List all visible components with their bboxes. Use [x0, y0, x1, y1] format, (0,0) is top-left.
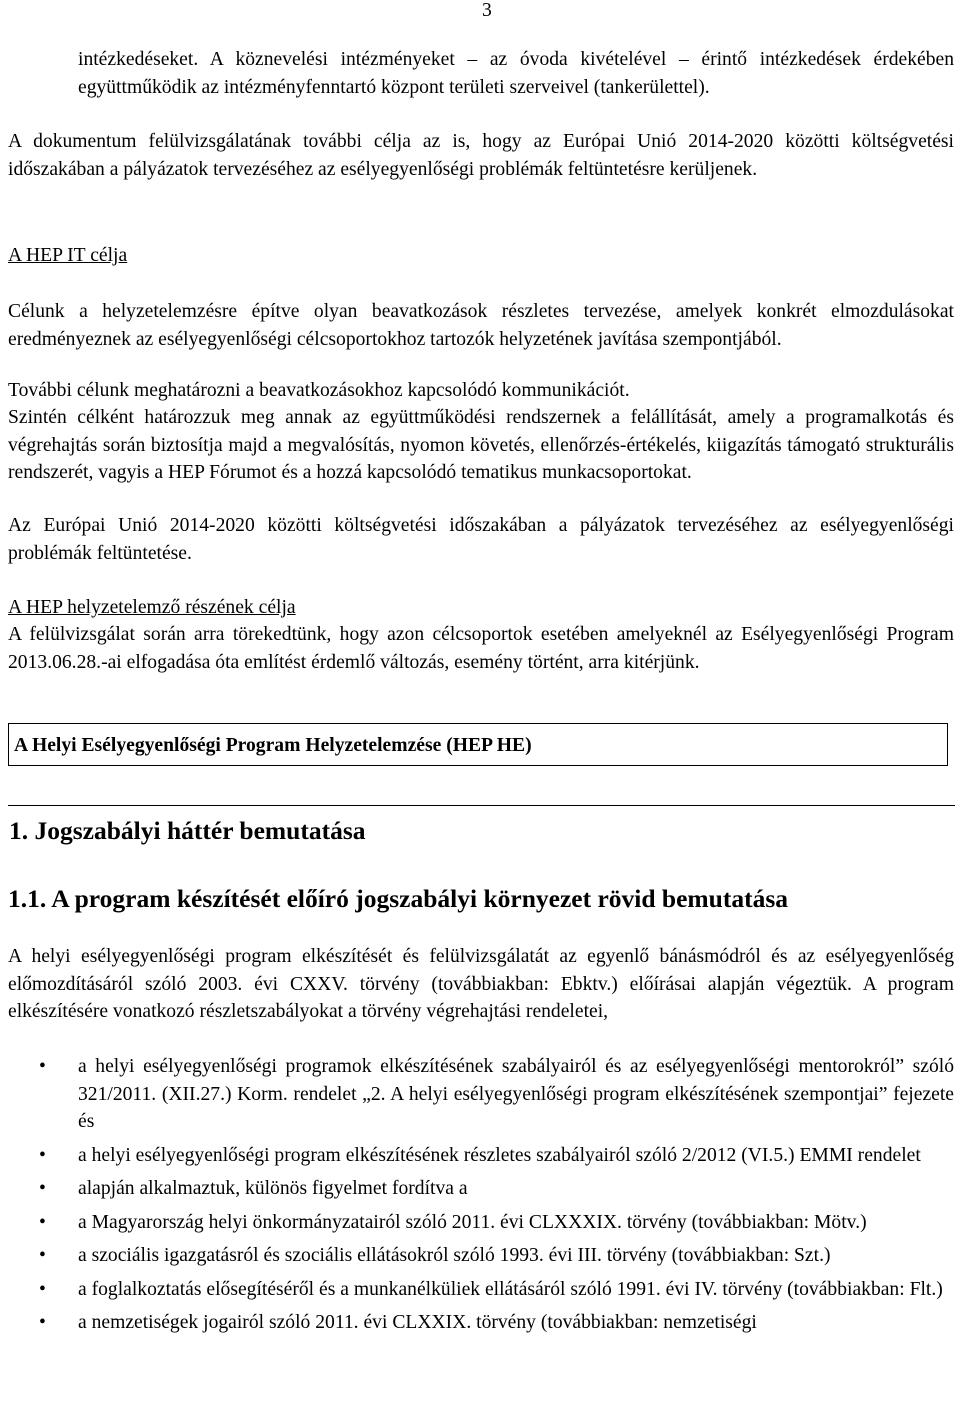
list-item-text: a nemzetiségek jogairól szóló 2011. évi CLXXIX. törvény (továbbiakban: nemzetiségi: [78, 1312, 757, 1333]
list-item-text: a helyi esélyegyenlőségi programok elkészítésének szabályairól és az esélyegyenlőségi mentorokról” szóló 321/2011. (XII.27.) Korm. rendelet „2. A helyi esélyegyenlőségi program elkészítésének szempontjai” fejezete és: [78, 1056, 954, 1132]
intro-paragraph: intézkedéseket. A köznevelési intézményeket – az óvoda kivételével – érintő intézkedések érdekében együttműködik az intézményfenntartó központ területi szerveivel (tankerülettel).: [78, 49, 954, 98]
subsection-heading: 1.1. A program készítését előíró jogszabályi környezet rövid bemutatása: [8, 884, 789, 913]
hep-he-heading: A Helyi Esélyegyenlőségi Program Helyzetelemzése (HEP HE): [8, 723, 948, 766]
list-item: [8, 1309, 954, 1337]
list-item: [8, 1142, 954, 1170]
hep-it-paragraph: Célunk a helyzetelemzésre építve olyan beavatkozások részletes tervezése, amelyek konkrét elmozdulásokat eredményeznek az esélyegyenlőségi célcsoportokhoz tartozók helyzetének javítása szempontjából.: [8, 301, 954, 350]
list-item-text: a szociális igazgatásról és szociális ellátásokról szóló 1993. évi III. törvény (továbbiakban: Szt.): [78, 1245, 831, 1266]
list-item: [8, 1209, 954, 1237]
list-item-text: a Magyarország helyi önkormányzatairól szóló 2011. évi CLXXXIX. törvény (továbbiakban: Mötv.): [78, 1211, 867, 1233]
bullet-icon: •: [39, 1144, 46, 1166]
legal-paragraph: A helyi esélyegyenlőségi program elkészítését és felülvizsgálatát az egyenlő bánásmódról és az esélyegyenlőség előmozdításáról szóló 2003. évi CXXV. törvény (továbbiakban: Ebktv.) előírásai alapján végeztük. A program elkészítésére vonatkozó részletszabályokat a törvény végrehajtási rendeletei,: [8, 946, 954, 1022]
hep-it-paragraph: Az Európai Unió 2014-2020 közötti költségvetési időszakában a pályázatok tervezéséhez az esélyegyenlőségi problémák feltüntetése.: [8, 515, 954, 564]
bullet-icon: •: [39, 1211, 46, 1233]
bullet-icon: •: [39, 1312, 46, 1333]
section-heading: 1. Jogszabályi háttér bemutatása: [8, 805, 955, 856]
list-item-text: alapján alkalmaztuk, különös figyelmet fordítva a: [78, 1178, 468, 1199]
list-item-text: a foglalkoztatás elősegítéséről és a munkanélküliek ellátásáról szóló 1991. évi IV. törvény (továbbiakban: Flt.): [78, 1278, 943, 1300]
hep-it-heading: A HEP IT célja: [8, 245, 128, 266]
list-item: [8, 1175, 954, 1203]
hep-it-paragraph: További célunk meghatározni a beavatkozásokhoz kapcsolódó kommunikációt.: [8, 380, 630, 401]
list-item: [8, 1276, 954, 1304]
list-item: [8, 1053, 954, 1136]
list-item-text: a helyi esélyegyenlőségi program elkészítésének részletes szabályairól szóló 2/2012 (VI.5.) EMMI rendelet: [78, 1144, 921, 1166]
hep-analysis-paragraph: A felülvizsgálat során arra törekedtünk, hogy azon célcsoportok esetében amelyeknél az Esélyegyenlőségi Program 2013.06.28.-ai elfogadása óta említést érdemlő változás, esemény történt, arra kitérjünk.: [8, 624, 954, 673]
hep-it-paragraph: Szintén célként határozzuk meg annak az együttműködési rendszernek a felállítását, amely a programalkotás és végrehajtás során biztosítja majd a megvalósítás, nyomon követés, ellenőrzés-értékelés, kiigazítás támogató strukturális rendszerét, vagyis a HEP Fórumot és a hozzá kapcsolódó tematikus munkacsoportokat.: [8, 407, 954, 483]
review-paragraph: A dokumentum felülvizsgálatának további célja az is, hogy az Európai Unió 2014-2020 közötti költségvetési időszakában a pályázatok tervezéséhez az esélyegyenlőségi problémák feltüntetésre kerüljenek.: [8, 131, 954, 180]
bullet-icon: •: [39, 1178, 46, 1199]
legal-bullet-list: [8, 1053, 954, 1337]
list-item: [8, 1242, 954, 1270]
bullet-icon: •: [39, 1056, 46, 1077]
hep-analysis-heading: A HEP helyzetelemző részének célja: [8, 597, 296, 618]
page-number: 3: [482, 0, 492, 21]
bullet-icon: •: [39, 1245, 46, 1266]
bullet-icon: •: [39, 1278, 46, 1300]
